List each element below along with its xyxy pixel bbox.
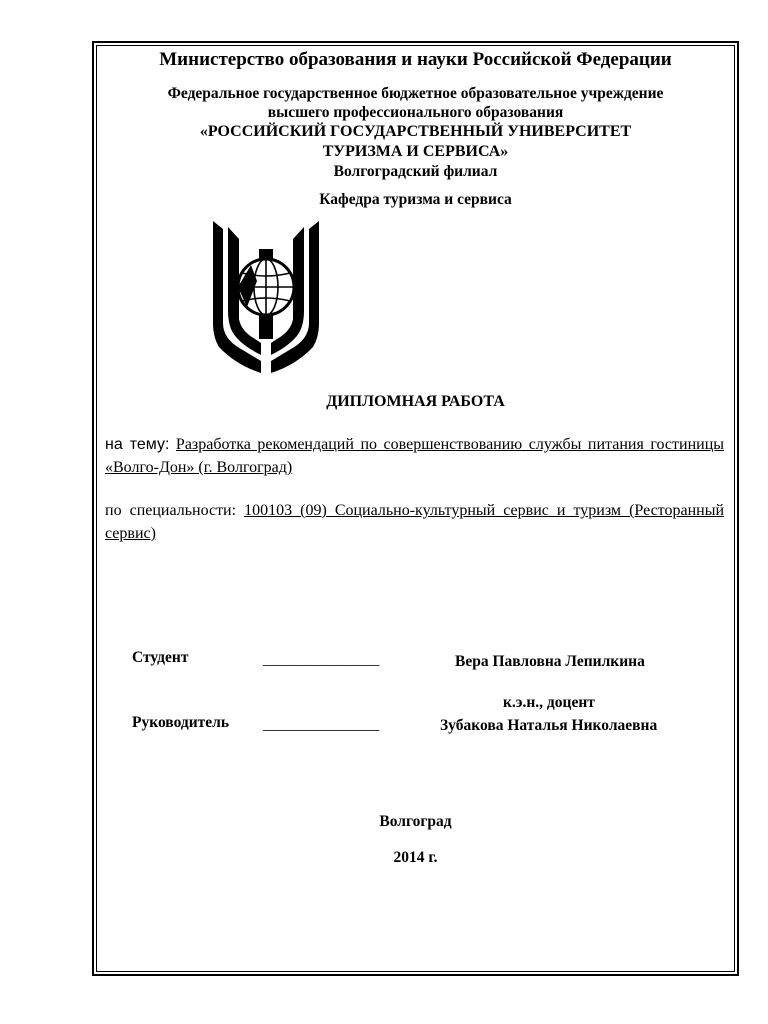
university-line-1: «РОССИЙСКИЙ ГОСУДАРСТВЕННЫЙ УНИВЕРСИТЕТ <box>199 123 632 140</box>
student-name: Вера Павловна Лепилкина <box>455 653 645 670</box>
university-line-2: ТУРИЗМА И СЕРВИСА» <box>322 143 509 160</box>
topic-text: Разработка рекомендаций по совершенствованию службы питания гостиницы «Волго-Дон» (г. Волгоград) <box>105 436 724 476</box>
university-emblem-icon <box>211 219 321 373</box>
institution-line-1: Федеральное государственное бюджетное образовательное учреждение <box>167 85 664 102</box>
department-name: Кафедра туризма и сервиса <box>319 191 512 208</box>
specialty-text: 100103 (09) Социально-культурный сервис и туризм (Ресторанный сервис) <box>105 502 725 542</box>
advisor-degree: к.э.н., доцент <box>503 694 595 711</box>
advisor-label: Руководитель <box>132 714 230 731</box>
ministry-title: Министерство образования и науки Российской Федерации <box>159 49 672 70</box>
specialty-paragraph <box>105 499 724 545</box>
branch-name: Волгоградский филиал <box>333 163 498 180</box>
advisor-name: Зубакова Наталья Николаевна <box>440 717 658 734</box>
university-name <box>100 122 731 162</box>
student-label: Студент <box>132 649 189 666</box>
advisor-signature-line: _______________ <box>263 716 380 733</box>
topic-label: на тему: <box>105 436 170 453</box>
specialty-label: по специальности: <box>105 502 237 519</box>
year: 2014 г. <box>393 849 438 866</box>
document-title: ДИПЛОМНАЯ РАБОТА <box>326 393 505 410</box>
topic-paragraph <box>105 433 724 479</box>
city: Волгоград <box>379 813 452 830</box>
student-signature-line: _______________ <box>263 651 380 668</box>
institution-line-2: высшего профессионального образования <box>267 104 564 121</box>
institution-type <box>100 84 731 122</box>
